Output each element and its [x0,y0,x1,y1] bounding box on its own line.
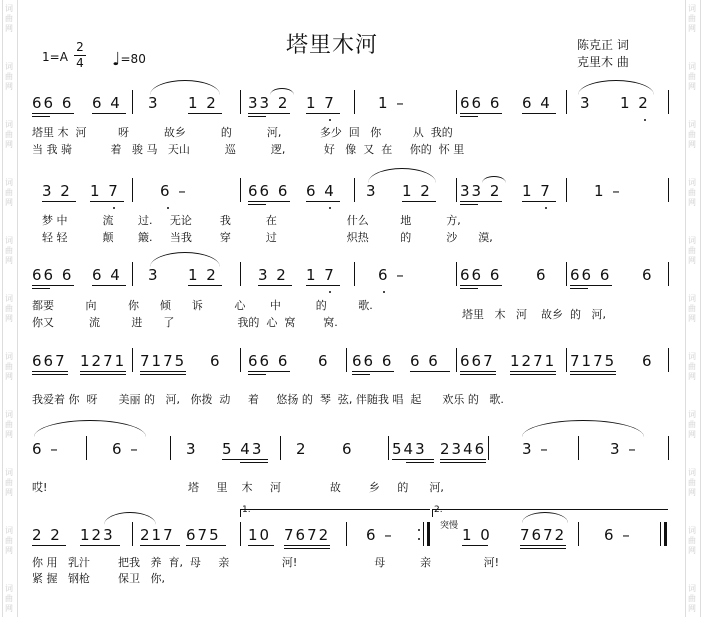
composer-credit: 克里木 曲 [577,55,629,69]
note-group: 3 – [522,440,550,458]
note-group: 6 [642,266,654,284]
barline [132,522,133,546]
note-group: 1 7 [306,94,336,112]
barline [240,90,241,114]
quarter-note-icon: ♩ [112,49,121,70]
barline [170,436,171,460]
note-group: 6 [342,440,354,458]
note-group: 6 6 [410,352,440,370]
barline [354,178,355,202]
note-group: 33 2 [460,182,502,200]
note-group: 6 [210,352,222,370]
note-group: 667 [460,352,495,370]
barline [132,348,133,372]
note-group: 1 2 [620,94,650,112]
final-barline [664,522,667,546]
second-ending: 2. [434,505,443,515]
note-group: 2346 [440,440,487,458]
note-group: 6 4 [92,266,122,284]
lyric-line: 当 我 骑 着 骏 马 天山 巡 逻, 好 像 又 在 你的 怀 里 [32,143,465,156]
song-title: 塔里木河 [286,33,379,58]
barline [566,262,567,286]
watermark-text: 词 曲 网 [5,120,13,149]
lyric-line: 你又 流 进 了 我的 心 窝 窝. [32,316,338,329]
time-signature-bottom: 4 [74,55,86,71]
barline [668,348,669,372]
note-group: 7672 [284,526,331,544]
note-group: 2 [296,440,308,458]
note-group: 7672 [520,526,567,544]
note-group: 6 – [366,526,394,544]
note-group: 1 7 [306,266,336,284]
barline [488,436,489,460]
tempo-mark [112,47,146,68]
lyric-line: 紧 握 钢枪 保卫 你, [32,572,165,585]
note-group: 66 6 [460,266,502,284]
watermark-text: 词 曲 网 [5,526,13,555]
watermark-text: 词 曲 网 [5,4,13,33]
watermark-text: 词 曲 网 [688,178,696,207]
note-group: 3 2 [258,266,288,284]
note-group: 217 [140,526,175,544]
barline [86,436,87,460]
first-ending: 1. [242,505,251,515]
watermark-text: 词 曲 网 [5,410,13,439]
note-group: 66 6 [32,266,74,284]
note-group: 3 [186,440,198,458]
barline [566,178,567,202]
lyric-line: 都要 向 你 倾 诉 心 中 的 歌. [32,299,373,312]
note-group: 6 – [112,440,140,458]
note-group: 66 6 [32,94,74,112]
note-group: 1271 [510,352,557,370]
barline [660,522,661,546]
note-group: 1 7 [90,182,120,200]
barline [280,436,281,460]
note-group: 7175 [570,352,617,370]
note-group: 3 [580,94,592,112]
note-group: 1 2 [402,182,432,200]
note-group: 1 – [378,94,406,112]
barline [388,436,389,460]
note-group: 1 7 [522,182,552,200]
lyric-line: 塔里 木 河 故乡 的 河, [462,308,606,321]
barline [132,90,133,114]
note-group: 6 [642,352,654,370]
note-group: 667 [32,352,67,370]
barline [668,436,669,460]
watermark-text: 词 曲 网 [688,584,696,613]
note-group: 3 [148,94,160,112]
barline [456,262,457,286]
ritardando-mark: 突慢 [440,521,459,531]
barline [346,348,347,372]
barline [668,90,669,114]
lyric-line: 我爱着 你 呀 美丽 的 河, 你拨 动 着 悠扬 的 琴 弦, 伴随我 唱 起 欢乐 的 歌. [32,393,504,406]
watermark-text: 词 曲 网 [688,526,696,555]
barline [346,522,347,546]
barline [578,436,579,460]
watermark-text: 词 曲 网 [688,120,696,149]
watermark-text: 词 曲 网 [688,352,696,381]
lyric-line: 哎! [32,481,48,494]
watermark-text: 词 曲 网 [5,584,13,613]
note-group: 6 – [160,182,188,200]
barline [354,262,355,286]
watermark-text: 词 曲 网 [5,178,13,207]
key-signature: 1=A [42,50,68,64]
barline [668,262,669,286]
time-signature-top: 2 [76,40,84,54]
note-group: 1 2 [188,266,218,284]
watermark-text: 词 曲 网 [5,468,13,497]
note-group: 1 – [594,182,622,200]
note-group: 3 [366,182,378,200]
note-group: 6 – [604,526,632,544]
lyric-line: 塔 里 木 河 故 乡 的 河, [188,481,444,494]
barline [566,90,567,114]
lyricist-credit: 陈克正 词 [577,38,629,52]
watermark-text: 词 曲 网 [5,294,13,323]
time-signature [74,40,86,71]
note-group: 6 [318,352,330,370]
lyric-line: 塔里 木 河 呀 故乡 的 河, 多少 回 你 从 我的 [32,126,453,139]
watermark-text: 词 曲 网 [5,352,13,381]
watermark-text: 词 曲 网 [688,236,696,265]
note-group: 66 6 [460,94,502,112]
barline [668,178,669,202]
repeat-barline [427,522,430,546]
watermark-text: 词 曲 网 [5,62,13,91]
barline [132,178,133,202]
note-group: 6 – [378,266,406,284]
note-group: 1 0 [462,526,492,544]
barline [240,522,241,546]
barline [578,522,579,546]
note-group: 675 [186,526,221,544]
note-group: 33 2 [248,94,290,112]
note-group: 3 2 [42,182,72,200]
note-group: 66 6 [352,352,394,370]
barline [132,262,133,286]
note-group: 543 [392,440,427,458]
note-group: 66 6 [248,352,290,370]
note-group: 1 2 [188,94,218,112]
barline [566,348,567,372]
watermark-text: 词 曲 网 [5,236,13,265]
watermark-text: 词 曲 网 [688,62,696,91]
note-group: 123 [80,526,115,544]
note-group: 10 [248,526,272,544]
note-group: 3 [148,266,160,284]
note-group: 66 6 [248,182,290,200]
barline [240,262,241,286]
note-group: 7175 [140,352,187,370]
tempo-value: =80 [120,52,146,66]
note-group: 6 4 [522,94,552,112]
note-group: 6 4 [92,94,122,112]
lyric-line: 轻 轻 颠 簸. 当我 穿 过 炽热 的 沙 漠, [42,231,493,244]
barline [240,348,241,372]
watermark-text: 词 曲 网 [688,468,696,497]
lyric-line: 你 用 乳汁 把我 养 育, 母 亲 河! 母 亲 河! [32,556,500,569]
note-group: 1271 [80,352,127,370]
note-group: 2 2 [32,526,62,544]
note-group: 3 – [610,440,638,458]
note-group: 66 6 [570,266,612,284]
barline [354,90,355,114]
note-group: 5 43 [222,440,264,458]
lyric-line: 梦 中 流 过. 无论 我 在 什么 地 方, [42,214,461,227]
watermark-text: 词 曲 网 [688,294,696,323]
barline [456,348,457,372]
note-group: 6 4 [306,182,336,200]
barline [423,522,424,546]
barline [240,178,241,202]
note-group: 6 [536,266,548,284]
barline [456,178,457,202]
note-group: 6 – [32,440,60,458]
barline [456,90,457,114]
watermark-text: 词 曲 网 [688,4,696,33]
watermark-text: 词 曲 网 [688,410,696,439]
